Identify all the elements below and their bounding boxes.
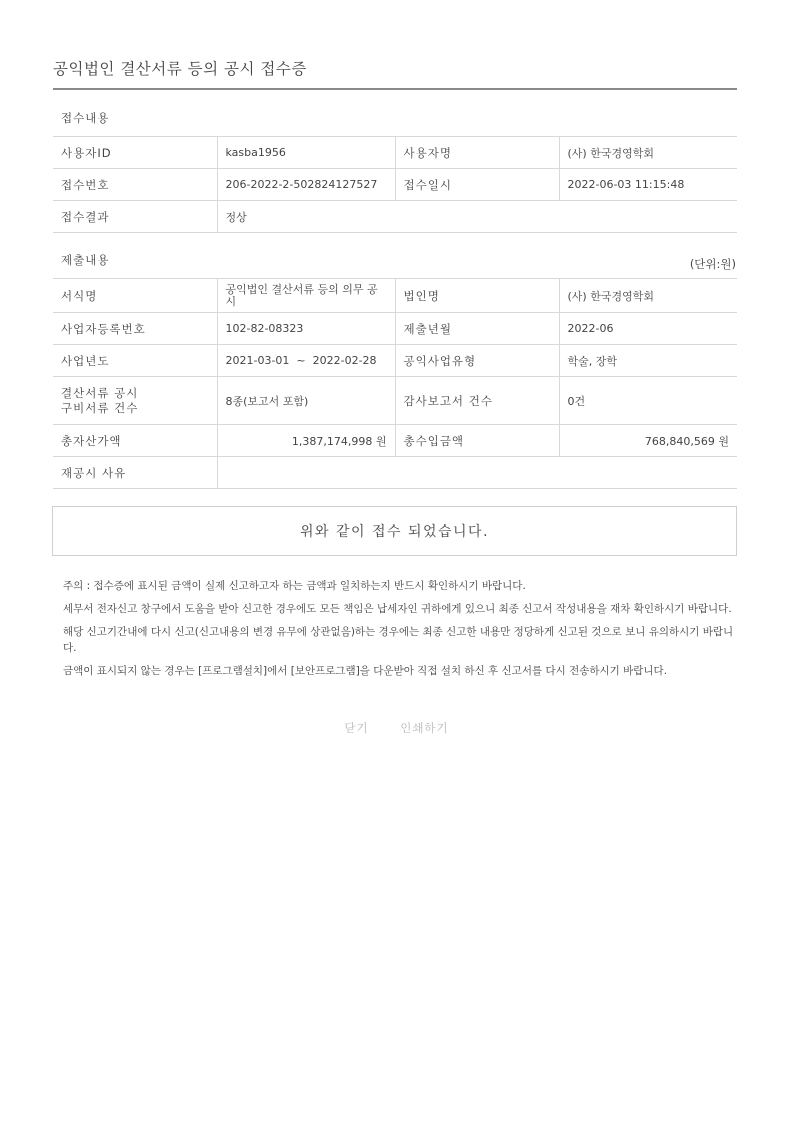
business-year-label: 사업년도 [53,345,217,377]
receipt-number-value: 206-2022-2-502824127527 [217,169,395,201]
business-year-value: 2021-03-01 ~ 2022-02-28 [217,345,395,377]
submit-month-label: 제출년월 [395,313,559,345]
close-button[interactable]: 닫기 [344,721,369,735]
receipt-result-value: 정상 [217,201,737,233]
receipt-result-label: 접수결과 [53,201,217,233]
corp-name-label: 법인명 [395,279,559,313]
total-assets-value: 1,387,174,998 원 [217,425,395,457]
title-divider [53,88,737,90]
receipt-datetime-value: 2022-06-03 11:15:48 [559,169,737,201]
receipt-table [53,136,737,233]
table-row [53,377,737,425]
document-count-label-line2: 구비서류 건수 [61,400,139,415]
table-row [53,201,737,233]
form-name-label: 서식명 [53,279,217,313]
confirmation-message: 위와 같이 접수 되었습니다. [52,506,737,556]
note-item: 주의 : 접수증에 표시된 금액이 실제 신고하고자 하는 금액과 일치하는지 반드시 확인하시기 바랍니다. [63,580,526,592]
user-id-label: 사용자ID [53,137,217,169]
table-row [53,425,737,457]
note-item: 금액이 표시되지 않는 경우는 [프로그램설치]에서 [보안프로그램]을 다운받아 직접 설치 하신 후 신고서를 다시 전송하시기 바랍니다. [63,665,668,677]
receipt-section-label: 접수내용 [61,111,110,125]
total-revenue-value: 768,840,569 원 [559,425,737,457]
user-id-value: kasba1956 [217,137,395,169]
table-row [53,313,737,345]
document-count-label [53,377,217,425]
table-row [53,279,737,313]
public-business-type-value: 학술, 장학 [559,345,737,377]
table-row [53,137,737,169]
total-assets-label: 총자산가액 [53,425,217,457]
print-button[interactable]: 인쇄하기 [400,721,449,735]
receipt-number-label: 접수번호 [53,169,217,201]
corp-name-value: (사) 한국경영학회 [559,279,737,313]
notes [63,578,738,686]
user-name-value: (사) 한국경영학회 [559,137,737,169]
document-count-label-line1: 결산서류 공시 [61,385,139,400]
public-business-type-label: 공익사업유형 [395,345,559,377]
note-item: 해당 신고기간내에 다시 신고(신고내용의 변경 유무에 상관없음)하는 경우에는 최종 신고한 내용만 정당하게 신고된 것으로 보니 유의하시기 바랍니다. [63,626,734,654]
submit-month-value: 2022-06 [559,313,737,345]
submission-table [53,278,737,489]
action-bar [0,720,793,736]
audit-report-count-value: 0건 [559,377,737,425]
table-row [53,345,737,377]
audit-report-count-label: 감사보고서 건수 [395,377,559,425]
table-row [53,457,737,489]
receipt-datetime-label: 접수일시 [395,169,559,201]
user-name-label: 사용자명 [395,137,559,169]
business-reg-number-label: 사업자등록번호 [53,313,217,345]
unit-label: (단위:원) [689,257,736,271]
business-reg-number-value: 102-82-08323 [217,313,395,345]
submission-section-label: 제출내용 [61,253,110,267]
document-count-value: 8종(보고서 포함) [217,377,395,425]
redisclosure-reason-value [217,457,737,489]
redisclosure-reason-label: 재공시 사유 [53,457,217,489]
total-revenue-label: 총수입금액 [395,425,559,457]
form-name-value: 공익법인 결산서류 등의 의무 공시 [217,279,395,313]
table-row [53,169,737,201]
page-title: 공익법인 결산서류 등의 공시 접수증 [53,60,307,78]
note-item: 세무서 전자신고 창구에서 도움을 받아 신고한 경우에도 모든 책임은 납세자인 귀하에게 있으니 최종 신고서 작성내용을 재차 확인하시기 바랍니다. [63,603,732,615]
